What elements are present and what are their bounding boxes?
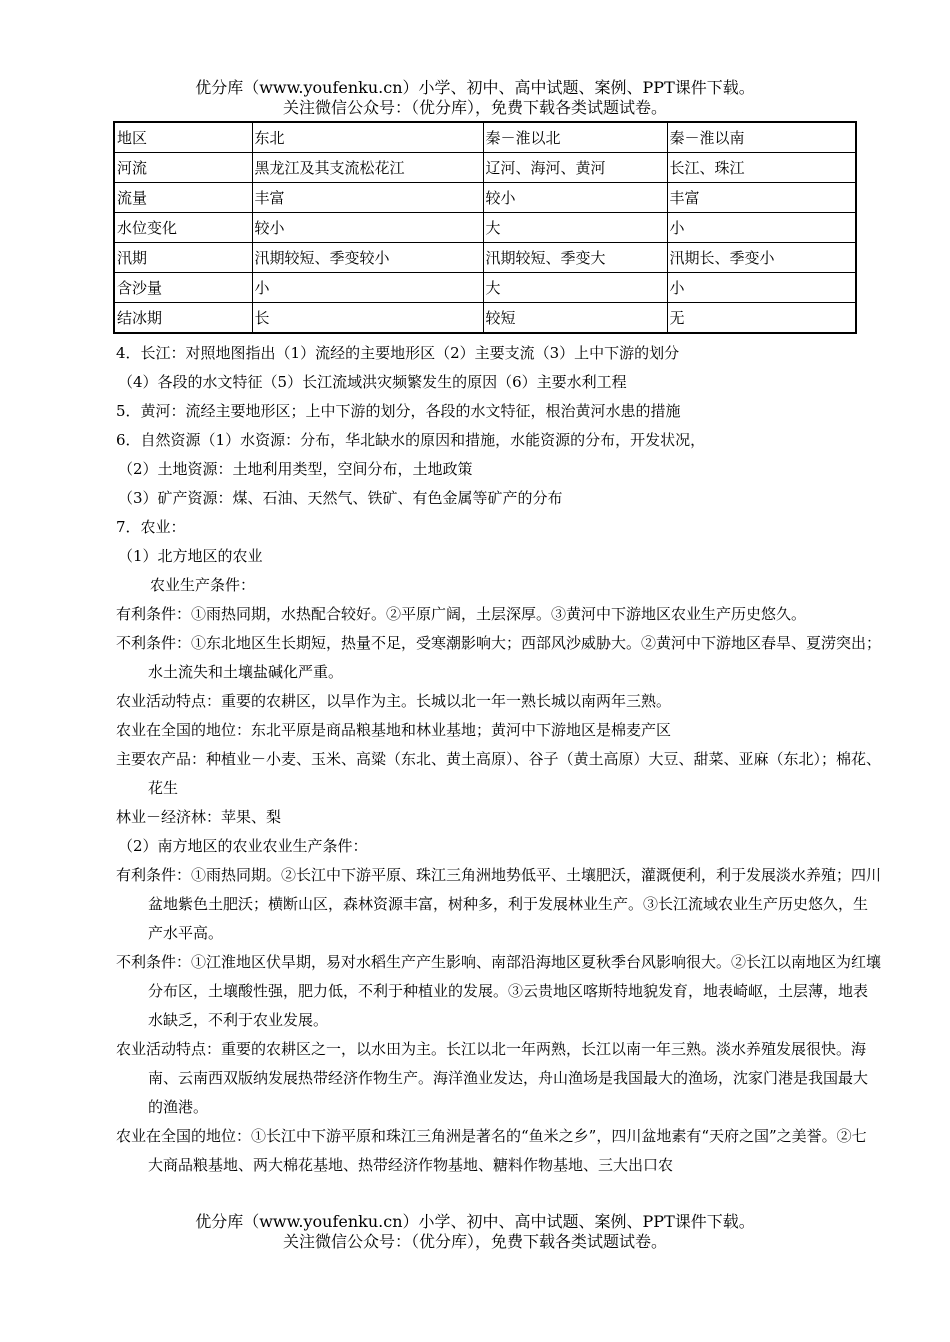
- footer-line-1: 优分库（www.youfenku.cn）小学、初中、高中试题、案例、PPT课件下载。: [195, 1212, 755, 1231]
- table-cell: 汛期较短、季变较小: [252, 243, 483, 273]
- paragraph-south-unfavorable: 不利条件：①江淮地区伏旱期，易对水稻生产产生影响、南部沿海地区夏秋季台风影响很大。②长江以南地区为红壤分布区，土壤酸性强，肥力低，不利于种植业的发展。③云贵地区喀斯特地貌发育，地表崎岖，土层薄，地表水缺乏，不利于农业发展。: [116, 953, 882, 1029]
- table-cell: 较小: [252, 213, 483, 243]
- table-cell: 秦－淮以南: [667, 122, 856, 153]
- table-cell: 丰富: [667, 183, 856, 213]
- table-row: [114, 303, 856, 334]
- table-cell: 汛期长、季变小: [667, 243, 856, 273]
- paragraph-north-products: 主要农产品：种植业－小麦、玉米、高粱（东北、黄土高原）、谷子（黄土高原）大豆、甜菜、亚麻（东北）；棉花、花生: [116, 750, 882, 797]
- table-cell: 大: [483, 213, 667, 243]
- page-header: [0, 78, 950, 118]
- table-row: [114, 213, 856, 243]
- table-row: [114, 273, 856, 303]
- table-cell: 结冰期: [114, 303, 252, 334]
- paragraph-agriculture: 7．农业：: [116, 518, 186, 536]
- table-body: [114, 122, 856, 333]
- paragraph-land-resources: （2）土地资源：土地利用类型，空间分布，土地政策: [118, 460, 473, 478]
- paragraph-north-unfavorable: 不利条件：①东北地区生长期短，热量不足，受寒潮影响大；西部风沙威胁大。②黄河中下游地区春旱、夏涝突出；水土流失和土壤盐碱化严重。: [116, 634, 882, 681]
- document-body: [116, 339, 881, 1180]
- table-cell: 小: [667, 273, 856, 303]
- table-cell: 水位变化: [114, 213, 252, 243]
- table-cell: 秦－淮以北: [483, 122, 667, 153]
- paragraph-yellow-river: 5．黄河：流经主要地形区；上中下游的划分，各段的水文特征，根治黄河水患的措施: [116, 402, 681, 420]
- table-cell: 辽河、海河、黄河: [483, 153, 667, 183]
- subheading-production-conditions: 农业生产条件：: [150, 576, 256, 594]
- paragraph-south-status: 农业在全国的地位：①长江中下游平原和珠江三角洲是著名的“鱼米之乡”，四川盆地素有“天府之国”之美誉。②七大商品粮基地、两大棉花基地、热带经济作物基地、糖料作物基地、三大出口农: [116, 1127, 867, 1174]
- table-cell: 长: [252, 303, 483, 334]
- table-row: [114, 183, 856, 213]
- table-row: [114, 153, 856, 183]
- table-cell: 小: [252, 273, 483, 303]
- table-cell: 流量: [114, 183, 252, 213]
- table-cell: 丰富: [252, 183, 483, 213]
- paragraph-yangtze-cont: （4）各段的水文特征（5）长江流域洪灾频繁发生的原因（6）主要水利工程: [118, 373, 627, 391]
- table-cell: 无: [667, 303, 856, 334]
- table-row: [114, 243, 856, 273]
- table-cell: 较小: [483, 183, 667, 213]
- table-row: [114, 122, 856, 153]
- table-cell: 河流: [114, 153, 252, 183]
- paragraph-natural-resources: 6．自然资源（1）水资源：分布，华北缺水的原因和措施，水能资源的分布，开发状况，: [116, 431, 706, 449]
- paragraph-north-activity: 农业活动特点：重要的农耕区，以旱作为主。长城以北一年一熟长城以南两年三熟。: [116, 692, 672, 710]
- subheading-south-agriculture: （2）南方地区的农业农业生产条件：: [118, 837, 368, 855]
- table-cell: 较短: [483, 303, 667, 334]
- header-line-1: 优分库（www.youfenku.cn）小学、初中、高中试题、案例、PPT课件下载。: [195, 78, 755, 97]
- table-cell: 地区: [114, 122, 252, 153]
- table-cell: 东北: [252, 122, 483, 153]
- table-cell: 大: [483, 273, 667, 303]
- table-cell: 汛期: [114, 243, 252, 273]
- table-cell: 黑龙江及其支流松花江: [252, 153, 483, 183]
- paragraph-south-favorable: 有利条件：①雨热同期。②长江中下游平原、珠江三角洲地势低平、土壤肥沃，灌溉便利，利于发展淡水养殖；四川盆地紫色土肥沃；横断山区，森林资源丰富，树种多，利于发展林业生产。③长江流域农业生产历史悠久，生产水平高。: [116, 866, 882, 942]
- footer-line-2: 关注微信公众号：（优分库），免费下载各类试题试卷。: [282, 1232, 667, 1251]
- page-footer: [0, 1212, 950, 1252]
- paragraph-north-favorable: 有利条件：①雨热同期，水热配合较好。②平原广阔，土层深厚。③黄河中下游地区农业生产历史悠久。: [116, 605, 807, 623]
- paragraph-mineral-resources: （3）矿产资源：煤、石油、天然气、铁矿、有色金属等矿产的分布: [118, 489, 563, 507]
- header-line-2: 关注微信公众号：（优分库），免费下载各类试题试卷。: [282, 98, 667, 117]
- table-cell: 汛期较短、季变大: [483, 243, 667, 273]
- paragraph-north-forestry: 林业－经济林：苹果、梨: [116, 808, 282, 826]
- table-cell: 长江、珠江: [667, 153, 856, 183]
- table-cell: 含沙量: [114, 273, 252, 303]
- paragraph-yangtze: 4．长江：对照地图指出（1）流经的主要地形区（2）主要支流（3）上中下游的划分: [116, 344, 680, 362]
- paragraph-south-activity: 农业活动特点：重要的农耕区之一，以水田为主。长江以北一年两熟，长江以南一年三熟。淡水养殖发展很快。海南、云南西双版纳发展热带经济作物生产。海洋渔业发达，舟山渔场是我国最大的渔场，沈家门港是我国最大的渔港。: [116, 1040, 869, 1116]
- river-comparison-table: [113, 121, 857, 334]
- subheading-north-agriculture: （1）北方地区的农业: [118, 547, 263, 565]
- paragraph-north-status: 农业在全国的地位：东北平原是商品粮基地和林业基地；黄河中下游地区是棉麦产区: [116, 721, 672, 739]
- table-cell: 小: [667, 213, 856, 243]
